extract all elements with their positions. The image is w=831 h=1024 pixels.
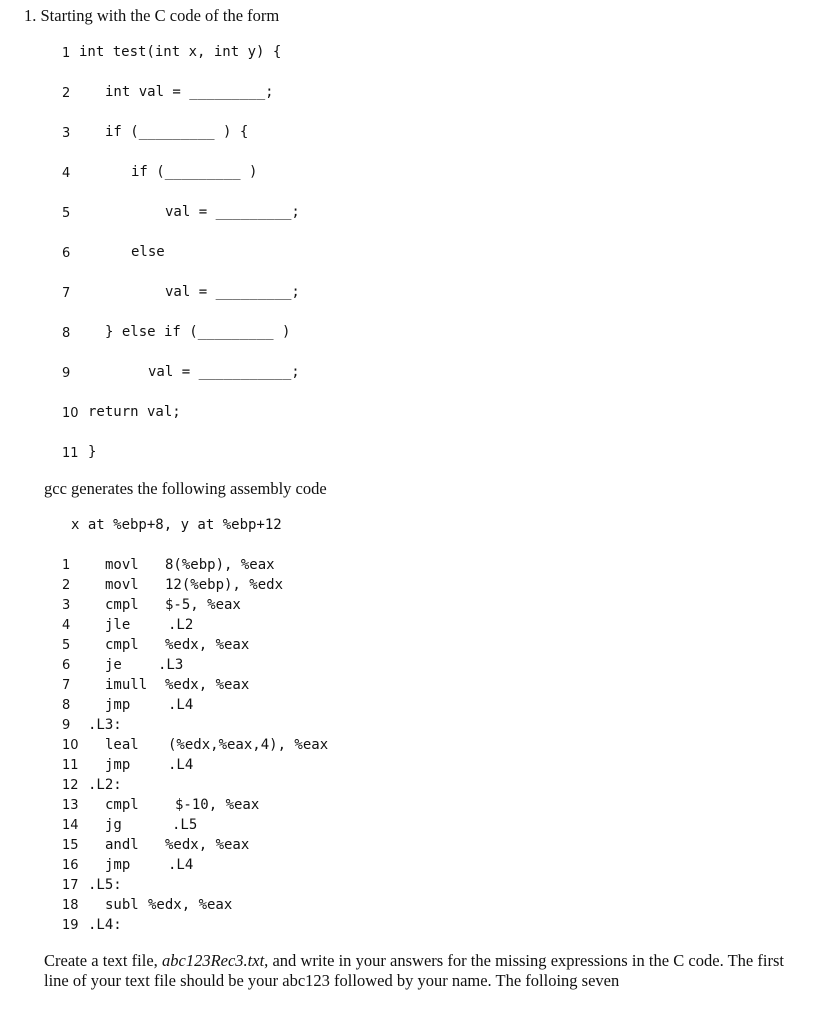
asm-line-number: 5 [62,638,71,653]
asm-opcode: subl [105,897,139,913]
asm-opcode: leal [105,737,139,753]
asm-opcode: jle [105,617,131,633]
asm-line-number: 8 [62,698,71,713]
asm-line-number: 12 [62,778,79,793]
asm-operands: 12(%ebp), %edx [165,577,284,593]
asm-intro: gcc generates the following assembly code [44,479,327,498]
c-code-line: } [88,444,97,460]
asm-opcode: jmp [105,757,131,773]
asm-operands: $-10, %eax [175,797,260,813]
asm-label: .L5: [88,877,122,893]
asm-opcode: movl [105,577,139,593]
c-line-number: 10 [62,406,79,421]
c-code-line: return val; [88,404,181,420]
c-code-line: } else if (_________ ) [105,324,291,340]
asm-operands: .L5 [172,817,198,833]
c-line-number: 9 [62,366,71,381]
asm-line-number: 19 [62,918,79,933]
asm-operands: %edx, %eax [165,677,250,693]
asm-operands: $-5, %eax [165,597,241,613]
c-code-line: int test(int x, int y) { [79,44,282,60]
c-line-number: 1 [62,46,71,61]
c-line-number: 11 [62,446,79,461]
asm-line-number: 1 [62,558,71,573]
asm-line-number: 15 [62,838,79,853]
c-line-number: 6 [62,246,71,261]
asm-line-number: 3 [62,598,71,613]
asm-opcode: cmpl [105,597,139,613]
c-line-number: 8 [62,326,71,341]
c-code-line: if (_________ ) { [105,124,249,140]
c-code-line: else [131,244,165,260]
asm-opcode: jmp [105,697,131,713]
filename: abc123Rec3.txt [162,951,265,970]
c-code-line: val = _________; [165,204,300,220]
asm-line-number: 9 [62,718,71,733]
asm-operands: (%edx,%eax,4), %eax [168,737,329,753]
asm-opcode: je [105,657,122,673]
asm-operands: %edx, %eax [165,837,250,853]
asm-line-number: 10 [62,738,79,753]
c-line-number: 4 [62,166,71,181]
asm-operands: %edx, %eax [165,637,250,653]
c-code-line: if (_________ ) [131,164,258,180]
asm-opcode: cmpl [105,637,139,653]
asm-line-number: 16 [62,858,79,873]
c-code-line: int val = _________; [105,84,274,100]
asm-label: .L3: [88,717,122,733]
asm-operands: .L4 [168,757,194,773]
asm-opcode: movl [105,557,139,573]
asm-line-number: 6 [62,658,71,673]
asm-opcode: jmp [105,857,131,873]
c-line-number: 2 [62,86,71,101]
asm-line-number: 14 [62,818,79,833]
asm-operands: .L4 [168,697,194,713]
asm-opcode: cmpl [105,797,139,813]
asm-operands: .L2 [168,617,194,633]
c-line-number: 3 [62,126,71,141]
c-code-line: val = _________; [165,284,300,300]
asm-line-number: 18 [62,898,79,913]
problem-intro: 1. Starting with the C code of the form [24,6,280,25]
c-code-line: val = ___________; [148,364,300,380]
c-line-number: 5 [62,206,71,221]
asm-line-number: 17 [62,878,79,893]
asm-operands: .L4 [168,857,194,873]
asm-operands: %edx, %eax [148,897,233,913]
asm-opcode: imull [105,677,148,693]
asm-opcode: andl [105,837,139,853]
asm-label: .L2: [88,777,122,793]
asm-line-number: 7 [62,678,71,693]
asm-line-number: 2 [62,578,71,593]
arg-note: x at %ebp+8, y at %ebp+12 [71,517,282,533]
c-line-number: 7 [62,286,71,301]
asm-label: .L4: [88,917,122,933]
asm-operands: 8(%ebp), %eax [165,557,275,573]
asm-line-number: 11 [62,758,79,773]
asm-opcode: jg [105,817,122,833]
instructions-paragraph: Create a text file, abc123Rec3.txt, and write in your answers for the missing expressions in the C code. The first line of your text file should be your abc123 followed by your name. The folloing seven [44,951,785,990]
asm-operands: .L3 [158,657,184,673]
asm-line-number: 4 [62,618,71,633]
asm-line-number: 13 [62,798,79,813]
